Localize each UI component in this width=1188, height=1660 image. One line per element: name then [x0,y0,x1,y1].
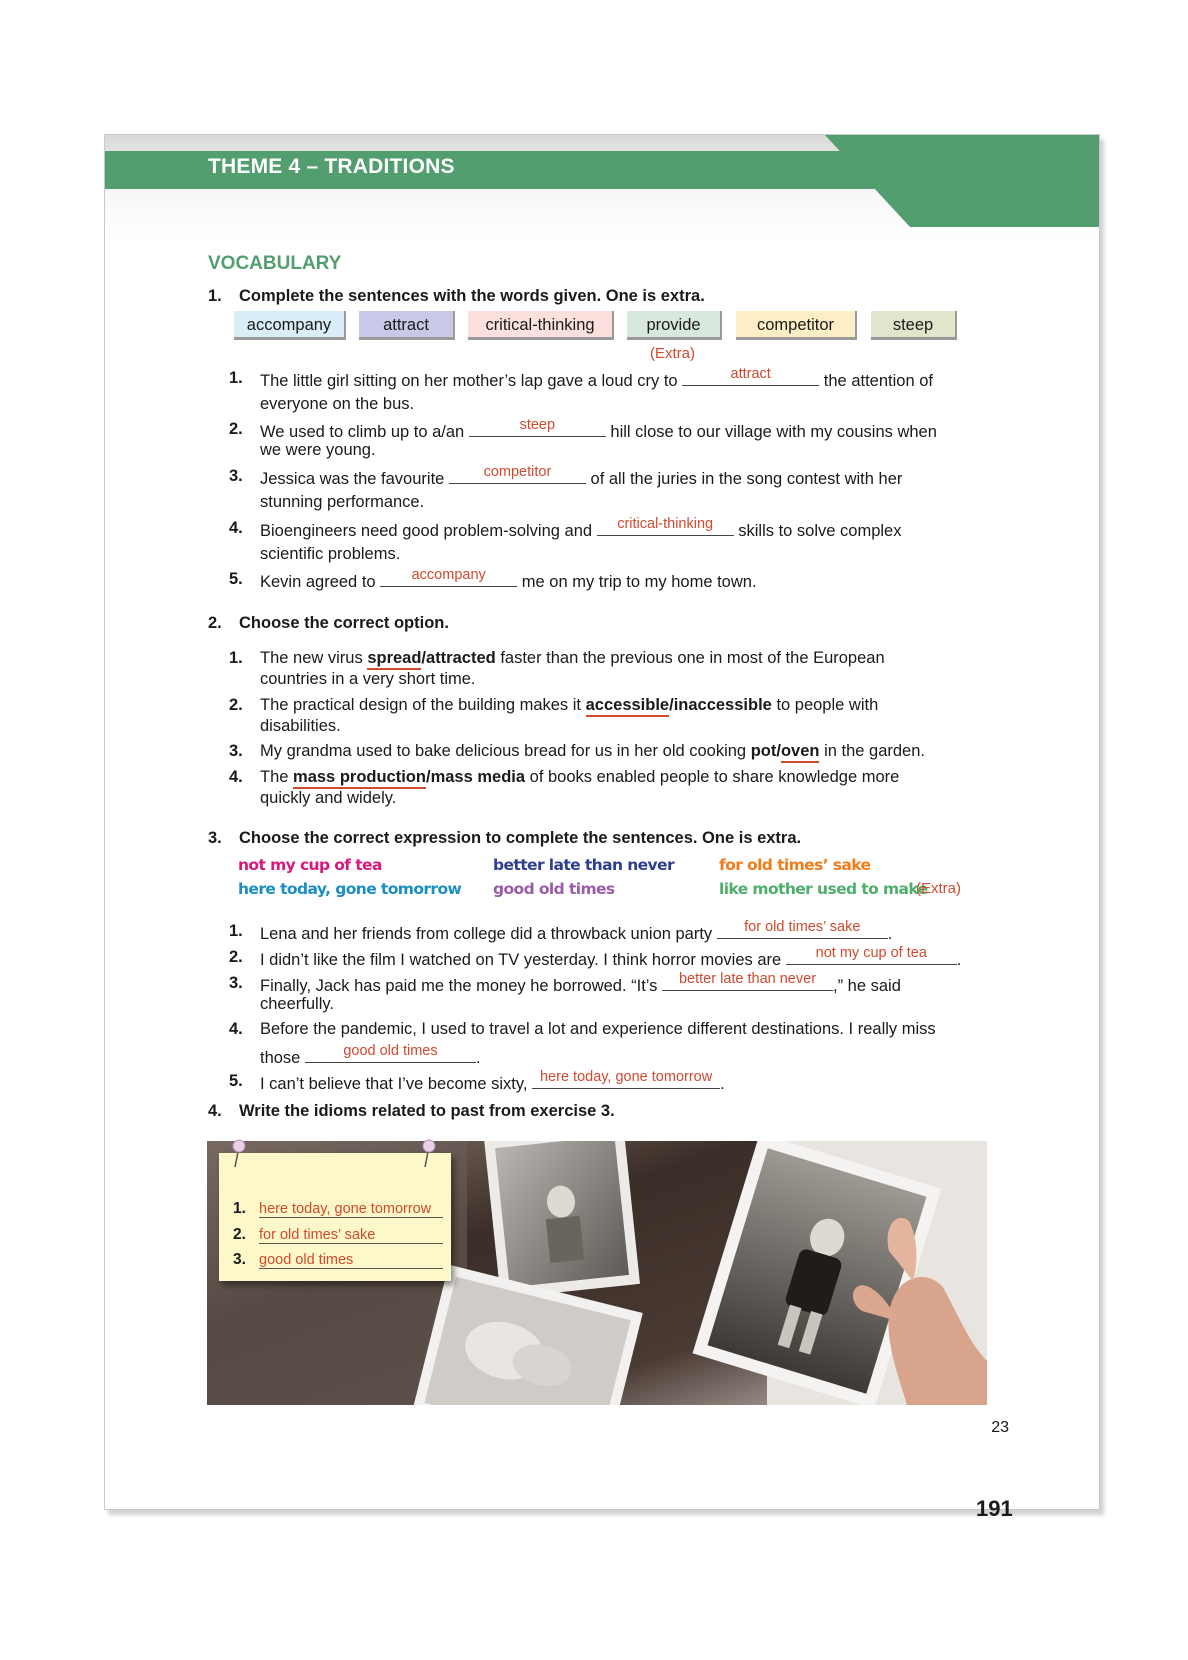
selected-option: accessible [586,696,669,717]
expression: good old times [493,880,615,898]
list-item: 5. Kevin agreed to accompany me on my trip to my home town. [229,567,757,591]
word-box: steep [871,311,957,340]
list-item: 3. Finally, Jack has paid me the money he borrowed. “It’s better late than never ,” he said [229,971,901,995]
header-decoration [105,135,1099,240]
extra-label: (Extra) [650,345,695,362]
list-item: 2. The practical design of the building makes it accessible/inaccessible to people with [260,696,878,715]
selected-option: spread [367,649,421,670]
expression: for old times’ sake [719,856,871,874]
expression: here today, gone tomorrow [238,880,462,898]
list-item: 5. I can’t believe that I’ve become sixty, here today, gone tomorrow . [229,1069,725,1093]
section-heading: VOCABULARY [208,253,342,274]
list-item-cont: scientific problems. [260,545,401,563]
list-item-cont: countries in a very short time. [260,670,476,688]
expression: like mother used to make [719,880,928,898]
note-answer-row: 2. for old times’ sake [233,1226,443,1244]
word-box: critical-thinking [468,311,614,340]
note-answer-row: 3. good old times [233,1251,443,1269]
list-item-cont: disabilities. [260,717,341,735]
list-item: 3. My grandma used to bake delicious bread for us in her old cooking pot/oven in the garden. [260,742,925,761]
expression: better late than never [493,856,675,874]
list-item: 1. The little girl sitting on her mother’s lap gave a loud cry to attract the attention of [229,366,933,390]
list-item: 4. The mass production/mass media of books enabled people to share knowledge more [260,768,899,787]
page-number: 191 [976,1496,1013,1521]
list-item-cont: we were young. [260,441,376,459]
selected-option: mass production [293,768,426,789]
extra-label: (Extra) [916,880,961,897]
pin-icon [419,1139,439,1169]
list-item: 2. I didn’t like the film I watched on TV yesterday. I think horror movies are not my cup of tea . [229,945,962,969]
list-item-cont: cheerfully. [260,995,334,1013]
inner-page-number: 23 [991,1419,1009,1436]
list-item-cont: quickly and widely. [260,789,397,807]
word-box: provide [627,311,722,340]
pin-icon [229,1139,249,1169]
selected-option: oven [781,742,820,763]
list-item-cont: stunning performance. [260,493,425,511]
list-item: 4. Bioengineers need good problem-solving and critical-thinking skills to solve complex [229,516,902,540]
word-box: attract [359,311,455,340]
page-title: THEME 4 – TRADITIONS [208,155,455,178]
workbook-page [104,134,1100,1510]
list-item: 1. Lena and her friends from college did a throwback union party for old times’ sake . [229,919,893,943]
note-answer-row: 1. here today, gone tomorrow [233,1200,443,1218]
list-item: 4. Before the pandemic, I used to travel a lot and experience different destinations. I really miss [229,1020,936,1038]
sticky-note [219,1153,451,1281]
exercise-3-instruction: 3. Choose the correct expression to complete the sentences. One is extra. [208,829,802,847]
exercise-4-instruction: 4. Write the idioms related to past from exercise 3. [208,1102,615,1120]
list-item: 3. Jessica was the favourite competitor of all the juries in the song contest with her [229,464,903,488]
list-item: 2. We used to climb up to a/an steep hill close to our village with my cousins when [229,417,937,441]
list-item: 1. The new virus spread/attracted faster than the previous one in most of the European [260,649,885,668]
exercise-1-instruction: 1. Complete the sentences with the words given. One is extra. [208,287,705,305]
exercise-2-instruction: 2. Choose the correct option. [208,614,449,632]
word-box: competitor [736,311,857,340]
word-box: accompany [234,311,346,340]
list-item-cont: those good old times . [260,1043,481,1067]
expression: not my cup of tea [238,856,382,874]
list-item-cont: everyone on the bus. [260,395,415,413]
